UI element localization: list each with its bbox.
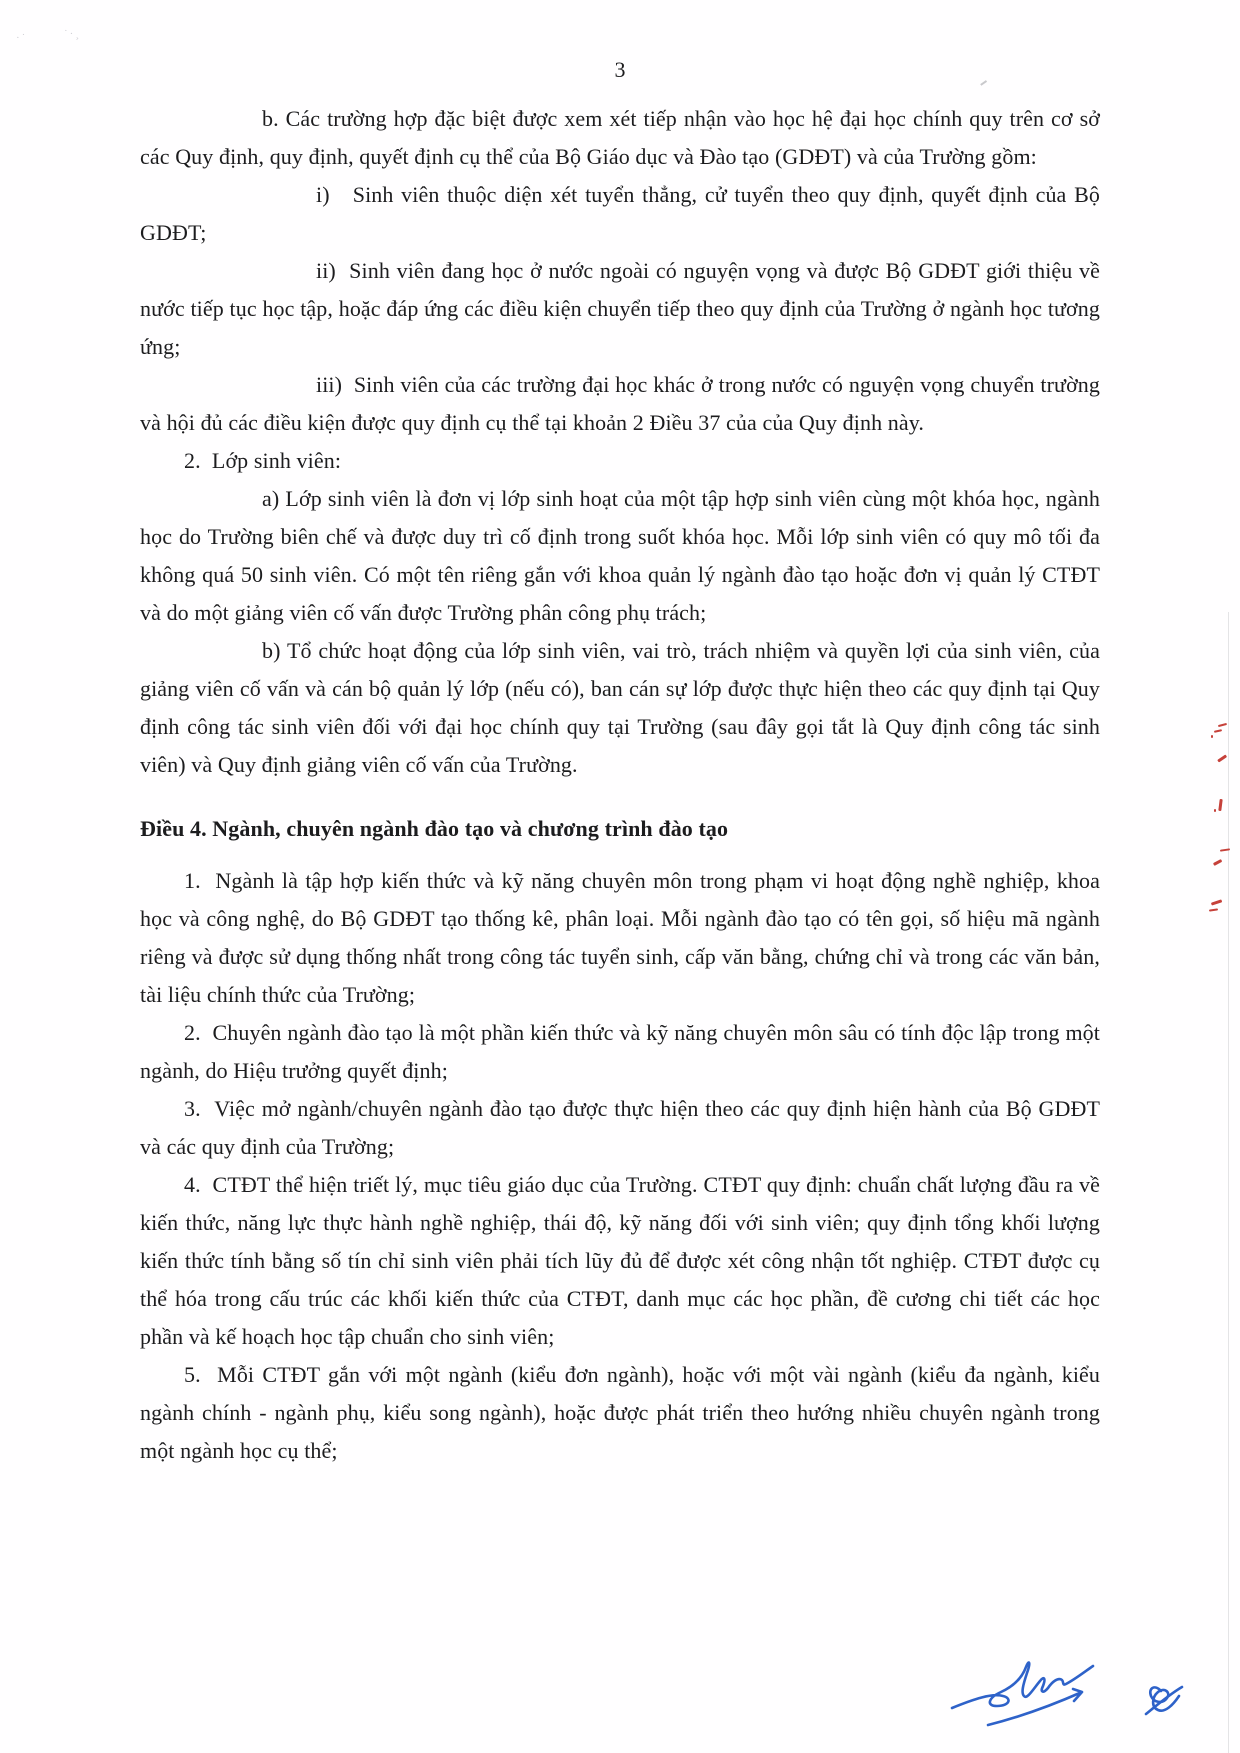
red-pen-mark <box>1217 754 1227 762</box>
article-4-item-4: 4. CTĐT thể hiện triết lý, mục tiêu giáo dục của Trường. CTĐT quy định: chuẩn chất lượng đầu ra về kiến thức, năng lực thực hành nghề nghiệp, thái độ, kỹ năng đối với sinh viên; quy định tổng khối lượng kiến thức tính bằng số tín chỉ sinh viên phải tích lũy đủ để được xét công nhận tốt nghiệp. CTĐT được cụ thể hóa trong cấu trúc các khối kiến thức của CTĐT, danh mục các học phần, đề cương chi tiết các học phần và kế hoạch học tập chuẩn cho sinh viên; <box>140 1172 1100 1349</box>
article-4-item-3: 3. Việc mở ngành/chuyên ngành đào tạo được thực hiện theo các quy định hiện hành của Bộ GDĐT và các quy định của Trường; <box>140 1096 1100 1159</box>
red-pen-mark <box>1211 899 1222 905</box>
list-item-i: i) Sinh viên thuộc diện xét tuyển thẳng, cử tuyển theo quy định, quyết định của Bộ GDĐT; <box>140 182 1100 245</box>
article-4-item-5: 5. Mỗi CTĐT gắn với một ngành (kiểu đơn ngành), hoặc với một vài ngành (kiểu đa ngành, kiểu ngành chính - ngành phụ, kiểu song ngành), hoặc được phát triển theo hướng nhiều chuyên ngành trong một ngành học cụ thể; <box>140 1362 1100 1463</box>
article-4-heading: Điều 4. Ngành, chuyên ngành đào tạo và chương trình đào tạo <box>140 816 729 841</box>
list-item-2b: b) Tổ chức hoạt động của lớp sinh viên, vai trò, trách nhiệm và quyền lợi của sinh viên, của giảng viên cố vấn và cán bộ quản lý lớp (nếu có), ban cán sự lớp được thực hiện theo các quy định tại Quy định công tác sinh viên đối với đại học chính quy tại Trường (sau đây gọi tắt là Quy định công tác sinh viên) và Quy định giảng viên cố vấn của Trường. <box>140 638 1100 777</box>
list-item-ii: ii) Sinh viên đang học ở nước ngoài có nguyện vọng và được Bộ GDĐT giới thiệu về nước tiếp tục học tập, hoặc đáp ứng các điều kiện chuyển tiếp theo quy định của Trường ở ngành học tương ứng; <box>140 258 1100 359</box>
signature-scrawl <box>930 1628 1220 1748</box>
list-item-2a: a) Lớp sinh viên là đơn vị lớp sinh hoạt của một tập hợp sinh viên cùng một khóa học, ngành học do Trường biên chế và được duy trì cố định trong suốt khóa học. Mỗi lớp sinh viên có quy mô tối đa không quá 50 sinh viên. Có một tên riêng gắn với khoa quản lý ngành đào tạo hoặc đơn vị quản lý CTĐT và do một giảng viên cố vấn được Trường phân công phụ trách; <box>140 486 1100 625</box>
red-pen-mark <box>1218 723 1227 727</box>
list-item-iii: iii) Sinh viên của các trường đại học khác ở trong nước có nguyện vọng chuyển trường và hội đủ các điều kiện được quy định cụ thể tại khoản 2 Điều 37 của của Quy định này. <box>140 372 1100 435</box>
red-pen-mark <box>1211 735 1213 738</box>
scan-smudge-left: ·˙ <box>16 32 28 44</box>
page-number: 3 <box>614 57 626 82</box>
list-item-2: 2. Lớp sinh viên: <box>184 448 342 473</box>
red-pen-mark <box>1214 809 1216 812</box>
red-pen-mark <box>1209 908 1218 911</box>
red-pen-mark <box>1218 799 1222 811</box>
paragraph-b-intro: b. Các trường hợp đặc biệt được xem xét tiếp nhận vào học hệ đại học chính quy trên cơ sở các Quy định, quy định, quyết định cụ thể của Bộ Giáo dục và Đào tạo (GDĐT) và của Trường gồm: <box>140 106 1100 169</box>
document-body <box>140 100 1100 1470</box>
scan-edge-line <box>1228 612 1229 1753</box>
scan-smudge-left2: ˙·¸ <box>64 28 81 40</box>
article-4-item-2: 2. Chuyên ngành đào tạo là một phần kiến thức và kỹ năng chuyên môn sâu có tính độc lập trong một ngành, do Hiệu trưởng quyết định; <box>140 1020 1100 1083</box>
red-pen-mark <box>1214 729 1222 733</box>
red-pen-mark <box>1213 859 1222 865</box>
article-4-item-1: 1. Ngành là tập hợp kiến thức và kỹ năng chuyên môn trong phạm vi hoạt động nghề nghiệp, khoa học và công nghệ, do Bộ GDĐT tạo thống kê, phân loại. Mỗi ngành đào tạo có tên gọi, số hiệu mã ngành riêng và được sử dụng thống nhất trong công tác tuyển sinh, cấp văn bằng, chứng chỉ và trong các văn bản, tài liệu chính thức của Trường; <box>140 868 1100 1007</box>
